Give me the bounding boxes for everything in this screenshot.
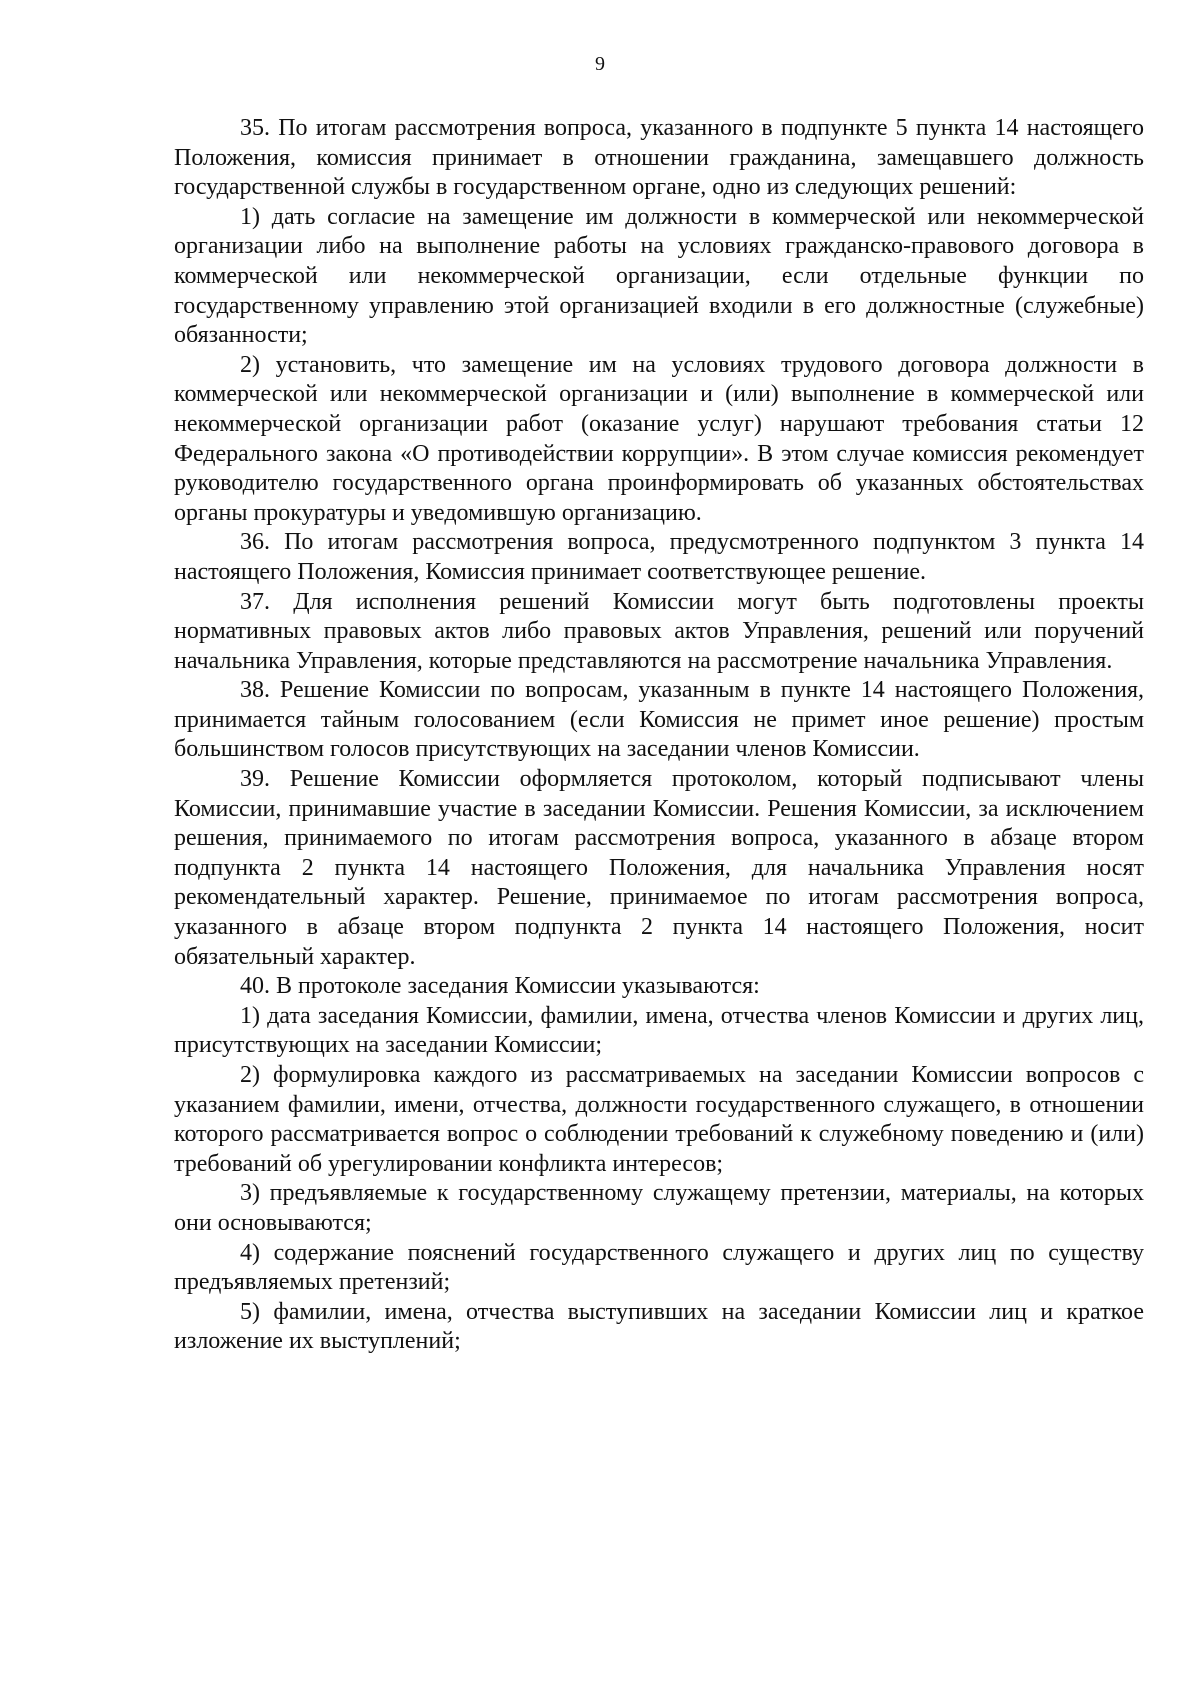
paragraph-37: 37. Для исполнения решений Комиссии могут быть подготовлены проекты нормативных правовых актов либо правовых актов Управления, решений или поручений начальника Управления, которые представляются на рассмотрение начальника Управления. [174, 588, 1144, 674]
paragraph-40-item-3: 3) предъявляемые к государственному служащему претензии, материалы, на которых они основываются; [174, 1180, 1144, 1236]
paragraph-36: 36. По итогам рассмотрения вопроса, предусмотренного подпунктом 3 пункта 14 настоящего Положения, Комиссия принимает соответствующее решение. [174, 529, 1144, 585]
page-number: 9 [595, 53, 605, 75]
paragraph-39: 39. Решение Комиссии оформляется протоколом, который подписывают члены Комиссии, принимавшие участие в заседании Комиссии. Решения Комиссии, за исключением решения, принимаемого по итогам рассмотрения вопроса, указанного в абзаце втором подпункта 2 пункта 14 настоящего Положения, для начальника Управления носят рекомендательный характер. Решение, принимаемое по итогам рассмотрения вопроса, указанного в абзаце втором подпункта 2 пункта 14 настоящего Положения, носит обязательный характер. [174, 766, 1144, 970]
paragraph-40-item-2: 2) формулировка каждого из рассматриваемых на заседании Комиссии вопросов с указанием фамилии, имени, отчества, должности государственного служащего, в отношении которого рассматривается вопрос о соблюдении требований к служебному поведению и (или) требований об урегулировании конфликта интересов; [174, 1062, 1144, 1177]
paragraph-40-item-5: 5) фамилии, имена, отчества выступивших на заседании Комиссии лиц и краткое изложение их выступлений; [174, 1298, 1144, 1355]
paragraph-35-item-2: 2) установить, что замещение им на условиях трудового договора должности в коммерческой или некоммерческой организации и (или) выполнение в коммерческой или некоммерческой организации работ (оказание услуг) нарушают требования статьи 12 Федерального закона «О противодействии коррупции». В этом случае комиссия рекомендует руководителю государственного органа проинформировать об указанных обстоятельствах органы прокуратуры и уведомившую организацию. [174, 351, 1144, 526]
paragraph-35-item-1: 1) дать согласие на замещение им должности в коммерческой или некоммерческой организации либо на выполнение работы на условиях гражданско-правового договора в коммерческой или некоммерческой организации, если отдельные функции по государственному управлению этой организацией входили в его должностные (служебные) обязанности; [174, 203, 1144, 349]
paragraph-40-item-4: 4) содержание пояснений государственного служащего и других лиц по существу предъявляемых претензий; [174, 1239, 1144, 1296]
paragraph-35: 35. По итогам рассмотрения вопроса, указанного в подпункте 5 пункта 14 настоящего Положения, комиссия принимает в отношении гражданина, замещавшего должность государственной службы в государственном органе, одно из следующих решений: [174, 115, 1144, 201]
paragraph-40-item-1: 1) дата заседания Комиссии, фамилии, имена, отчества членов Комиссии и других лиц, присутствующих на заседании Комиссии; [174, 1002, 1144, 1059]
paragraph-38: 38. Решение Комиссии по вопросам, указанным в пункте 14 настоящего Положения, принимается тайным голосованием (если Комиссия не примет иное решение) простым большинством голосов присутствующих на заседании членов Комиссии. [174, 677, 1144, 763]
document-body [174, 114, 1144, 1357]
paragraph-40: 40. В протоколе заседания Комиссии указываются: [240, 973, 760, 1000]
